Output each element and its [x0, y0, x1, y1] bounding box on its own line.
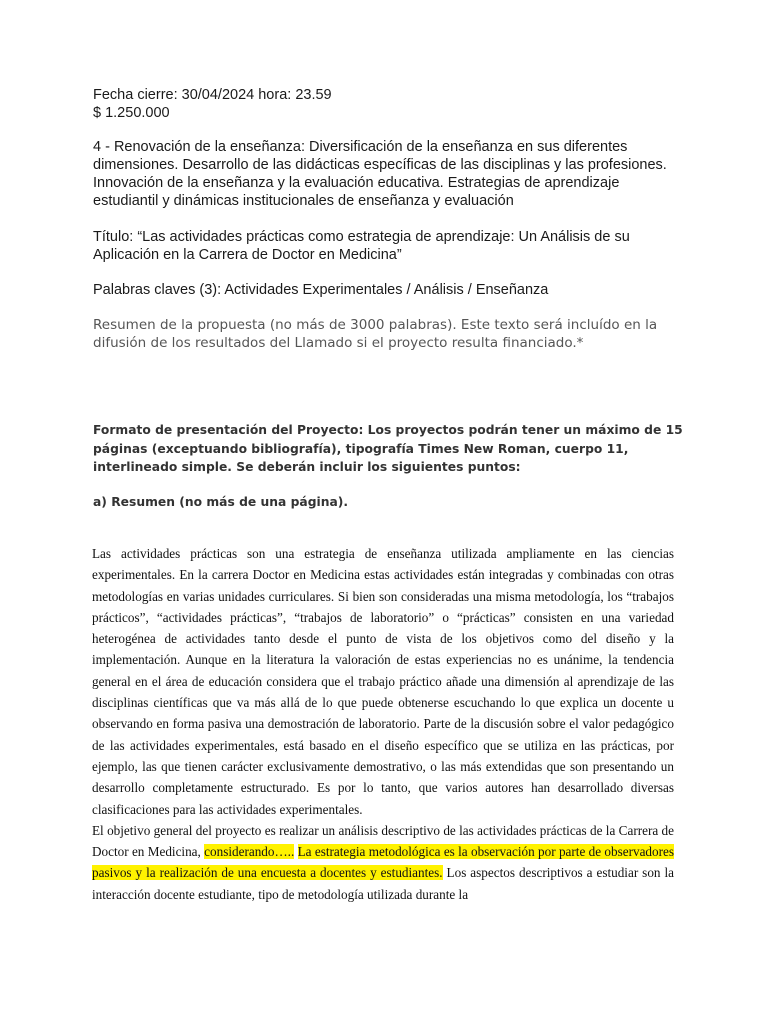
paragraph-2-start: El objetivo general del proyecto es realizar un análisis descriptivo de las actividades prácticas de la Carrera de Doctor en Medicina,: [92, 822, 674, 860]
paragraph-2-end: Los aspectos descriptivos a estudiar son la interacción docente estudiante, tipo de metodología utilizada durante la: [92, 865, 674, 902]
resumen-heading: a) Resumen (no más de una página).: [93, 495, 349, 509]
titulo-proyecto: Título: “Las actividades prácticas como estrategia de aprendizaje: Un Análisis de su Aplicación en la Carrera de Doctor en Medicina”: [93, 229, 630, 263]
highlight-considerando: considerando…..: [204, 844, 295, 860]
formato-presentacion: Formato de presentación del Proyecto: Los proyectos podrán tener un máximo de 15 páginas (exceptuando bibliografía), tipografía Times New Roman, cuerpo 11, interlineado simple. Se deberán incluir los siguientes puntos:: [93, 423, 683, 474]
resumen-propuesta-instruccion: Resumen de la propuesta (no más de 3000 palabras). Este texto será incluído en la difusión de los resultados del Llamado si el proyecto resulta financiado.*: [93, 317, 658, 351]
monto: $ 1.250.000: [93, 105, 170, 121]
body-text: [92, 543, 674, 905]
palabras-claves: Palabras claves (3): Actividades Experimentales / Análisis / Enseñanza: [93, 282, 549, 298]
fecha-cierre: Fecha cierre: 30/04/2024 hora: 23.59: [93, 87, 332, 103]
eje-tematico: 4 - Renovación de la enseñanza: Diversificación de la enseñanza en sus diferentes dimensiones. Desarrollo de las didácticas específicas de las disciplinas y las profesiones. Innovación de la enseñanza y la evaluación educativa. Estrategias de aprendizaje estudiantil y dinámicas institucionales de enseñanza y evaluación: [93, 139, 667, 209]
highlight-estrategia: La estrategia metodológica es la observación por parte de observadores pasivos y la realización de una encuesta a docentes y estudiantes.: [92, 844, 675, 881]
paragraph-1: Las actividades prácticas son una estrategia de enseñanza utilizada ampliamente en las ciencias experimentales. En la carrera Doctor en Medicina estas actividades están integradas y combinadas con otras metodologías en varias unidades curriculares. Si bien son consideradas una misma metodología, los “trabajos prácticos”, “actividades prácticas”, “trabajos de laboratorio” o “prácticas” consisten en una variedad heterogénea de actividades tanto desde el punto de vista de los objetivos como del diseño y la implementación. Aunque en la literatura la valoración de estas experiencias no es unánime, la tendencia general en el área de educación considera que el trabajo práctico añade una dimensión al aprendizaje de las disciplinas científicas que va más allá de lo que puede obtenerse escuchando lo que explica un docente u observando en forma pasiva una demostración de laboratorio. Parte de la discusión sobre el valor pedagógico de las actividades experimentales, está basado en el diseño específico que se utiliza en las prácticas, por ejemplo, las que tienen carácter exclusivamente demostrativo, o las más extendidas que son presentando un desarrollo completamente estructurado. Es por lo tanto, que varios autores han desarrollado diversas clasificaciones para las actividades experimentales.: [92, 546, 674, 817]
paragraph-2: [92, 820, 674, 905]
